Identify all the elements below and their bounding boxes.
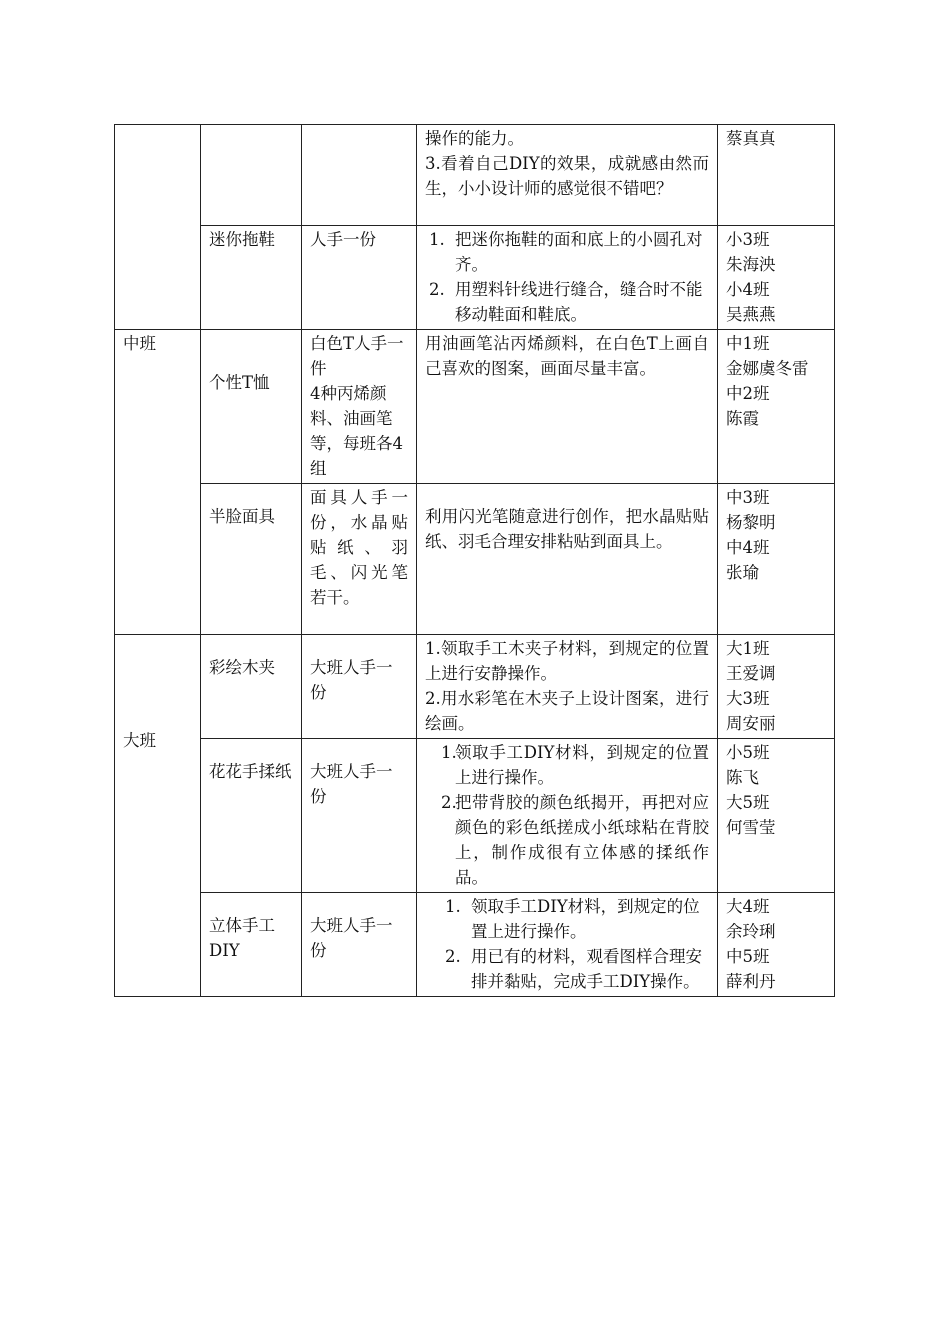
steps-list [425,227,709,327]
steps-cell [417,635,718,739]
teacher-name: 陈霞 [726,409,759,428]
table-row [115,635,835,739]
steps-cell [417,739,718,893]
activity-cell: 立体手工DIY [201,893,302,997]
table-row [115,330,835,484]
activity-cell: 半脸面具 [201,484,302,635]
grade-cell: 中班 [115,330,201,635]
teachers-cell [718,125,835,226]
teacher-name: 周安丽 [726,714,776,733]
teacher-name: 杨黎明 [726,513,776,532]
activity-cell: 彩绘木夹 [201,635,302,739]
list-item: 2. 用已有的材料，观看图样合理安排并黏贴，完成手工DIY操作。 [445,947,702,991]
table-row [115,893,835,997]
teacher-name: 何雪莹 [726,818,776,837]
steps-cell [417,226,718,330]
class-label: 中2班 [726,384,770,403]
teacher-name: 朱海泱 [726,255,776,274]
teacher-name: 薛利丹 [726,972,776,991]
class-label: 大5班 [726,793,770,812]
class-label: 小3班 [726,230,770,249]
materials-cell: 大班人手一份 [302,635,417,739]
steps-cell: 用油画笔沾丙烯颜料，在白色T上画自己喜欢的图案，画面尽量丰富。 [417,330,718,484]
teachers-cell [718,635,835,739]
class-label: 中3班 [726,488,770,507]
materials-cell [302,125,417,226]
steps-text: 3.看着自己DIY的效果，成就感由然而生，小小设计师的感觉很不错吧？ [425,154,709,198]
teacher-name: 蔡真真 [726,129,776,148]
steps-text: 1.领取手工木夹子材料，到规定的位置上进行安静操作。 [425,639,709,683]
class-label: 大1班 [726,639,770,658]
activity-table [114,124,835,997]
table-row [115,226,835,330]
teacher-name: 张瑜 [726,563,759,582]
list-item: 2. 把带背胶的颜色纸揭开，再把对应颜色的彩色纸搓成小纸球粘在背胶上，制作成很有立体感的揉纸作品。 [441,793,709,887]
materials-cell: 大班人手一份 [302,739,417,893]
steps-text: 2.用水彩笔在木夹子上设计图案，进行绘画。 [425,689,709,733]
teachers-cell [718,893,835,997]
steps-list [441,740,709,890]
teacher-name: 金娜虞冬雷 [726,359,809,378]
steps-text: 操作的能力。 [425,129,524,148]
class-label: 小5班 [726,743,770,762]
grade-cell: 大班 [115,635,201,997]
list-item: 1. 领取手工DIY材料，到规定的位置上进行操作。 [445,897,700,941]
list-item: 1. 把迷你拖鞋的面和底上的小圆孔对齐。 [429,230,703,274]
teacher-name: 陈飞 [726,768,759,787]
class-label: 中5班 [726,947,770,966]
class-label: 大3班 [726,689,770,708]
steps-cell [417,893,718,997]
steps-cell [417,125,718,226]
teacher-name: 余玲琍 [726,922,776,941]
steps-list [441,894,709,994]
table-row [115,125,835,226]
teachers-cell [718,330,835,484]
class-label: 大4班 [726,897,770,916]
activity-cell [201,125,302,226]
class-label: 中4班 [726,538,770,557]
teachers-cell [718,739,835,893]
table-row [115,484,835,635]
teacher-name: 王爱调 [726,664,776,683]
teacher-name: 吴燕燕 [726,305,776,324]
class-label: 中1班 [726,334,770,353]
activity-cell: 花花手揉纸 [201,739,302,893]
grade-cell-small [115,125,201,330]
materials-cell: 面具人手一份，水晶贴贴纸、羽毛、闪光笔若干。 [302,484,417,635]
teachers-cell [718,484,835,635]
materials-cell: 白色T人手一件 4种丙烯颜料、油画笔等，每班各4组 [302,330,417,484]
teachers-cell [718,226,835,330]
materials-cell: 大班人手一份 [302,893,417,997]
table-row [115,739,835,893]
activity-cell: 个性T恤 [201,330,302,484]
list-item: 2. 用塑料针线进行缝合，缝合时不能移动鞋面和鞋底。 [429,280,703,324]
class-label: 小4班 [726,280,770,299]
activity-cell: 迷你拖鞋 [201,226,302,330]
list-item: 1. 领取手工DIY材料，到规定的位置上进行操作。 [441,743,709,787]
materials-cell: 人手一份 [302,226,417,330]
steps-cell: 利用闪光笔随意进行创作，把水晶贴贴纸、羽毛合理安排粘贴到面具上。 [417,484,718,635]
